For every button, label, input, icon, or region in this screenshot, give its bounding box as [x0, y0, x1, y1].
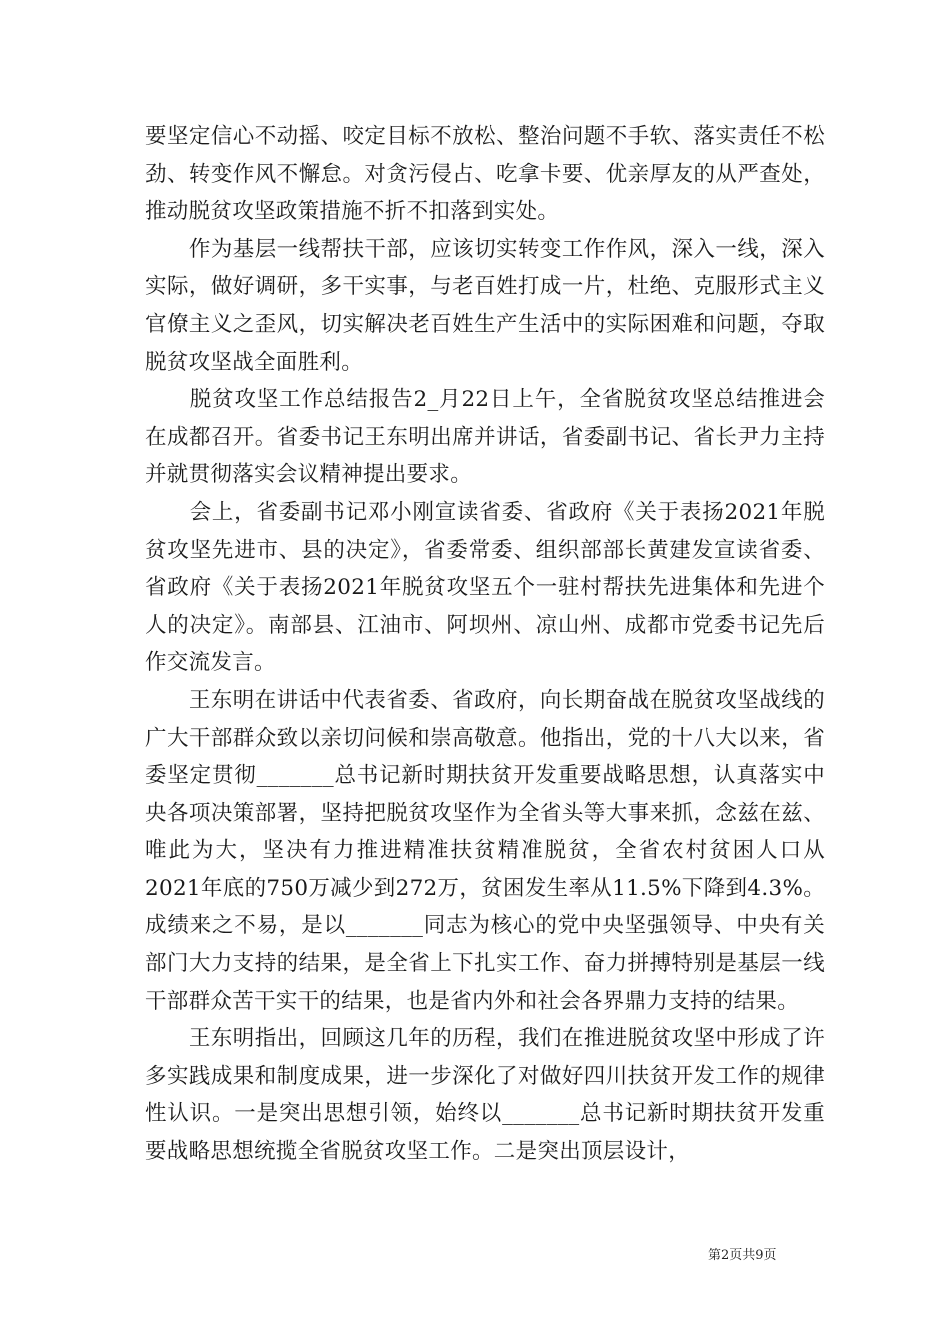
document-body: [145, 118, 825, 1171]
paragraph: 要坚定信心不动摇、咬定目标不放松、整治问题不手软、落实责任不松劲、转变作风不懈怠。对贪污侵占、吃拿卡要、优亲厚友的从严查处，推动脱贫攻坚政策措施不折不扣落到实处。: [145, 124, 825, 225]
paragraph: 脱贫攻坚工作总结报告2_月22日上午，全省脱贫攻坚总结推进会在成都召开。省委书记王东明出席并讲话，省委副书记、省长尹力主持并就贯彻落实会议精神提出要求。: [145, 387, 825, 488]
paragraph: 会上，省委副书记邓小刚宣读省委、省政府《关于表扬2021年脱贫攻坚先进市、县的决定》，省委常委、组织部部长黄建发宣读省委、省政府《关于表扬2021年脱贫攻坚五个一驻村帮扶先进集体和先进个人的决定》。南部县、江油市、阿坝州、凉山州、成都市党委书记先后作交流发言。: [145, 499, 825, 676]
paragraph: 王东明指出，回顾这几年的历程，我们在推进脱贫攻坚中形成了许多实践成果和制度成果，进一步深化了对做好四川扶贫开发工作的规律性认识。一是突出思想引领，始终以_______总书记新时期扶贫开发重要战略思想统揽全省脱贫攻坚工作。二是突出顶层设计，: [145, 1026, 825, 1165]
paragraph: 王东明在讲话中代表省委、省政府，向长期奋战在脱贫攻坚战线的广大干部群众致以亲切问候和崇高敬意。他指出，党的十八大以来，省委坚定贯彻_______总书记新时期扶贫开发重要战略思想，认真落实中央各项决策部署，坚持把脱贫攻坚作为全省头等大事来抓，念兹在兹、唯此为大，坚决有力推进精准扶贫精准脱贫，全省农村贫困人口从2021年底的750万减少到272万，贫困发生率从11.5%下降到4.3%。成绩来之不易，是以_______同志为核心的党中央坚强领导、中央有关部门大力支持的结果，是全省上下扎实工作、奋力拼搏特别是基层一线干部群众苦干实干的结果，也是省内外和社会各界鼎力支持的结果。: [145, 687, 825, 1014]
page-number-footer: 第2页共9页: [708, 1248, 777, 1263]
paragraph: 作为基层一线帮扶干部，应该切实转变工作作风，深入一线，深入实际，做好调研，多干实事，与老百姓打成一片，杜绝、克服形式主义官僚主义之歪风，切实解决老百姓生产生活中的实际困难和问题，夺取脱贫攻坚战全面胜利。: [145, 236, 825, 375]
